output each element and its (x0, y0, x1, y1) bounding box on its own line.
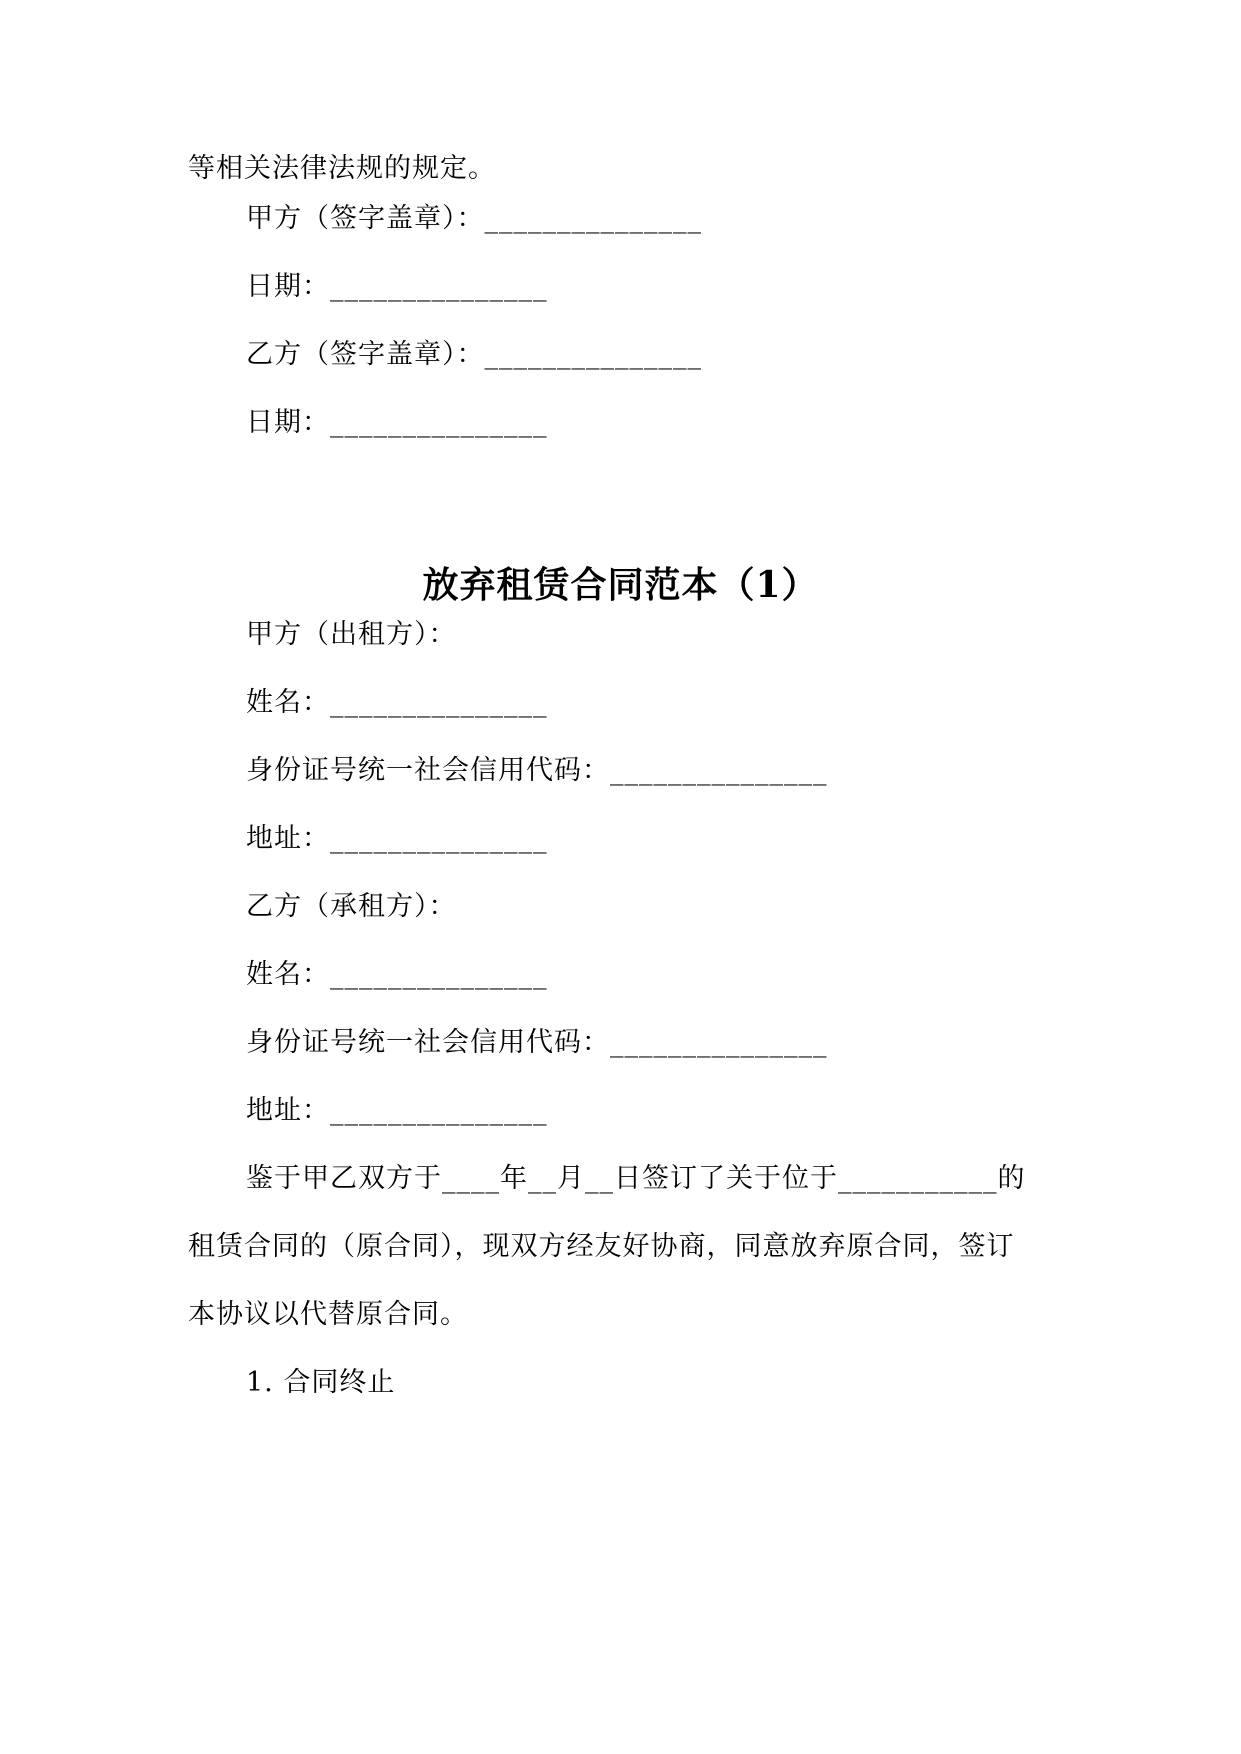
party-a-signature-line: 甲方（签字盖章）：_______________ (246, 203, 702, 234)
party-b-address-line: 地址：_______________ (246, 1095, 548, 1126)
section-heading-contract-termination: 1. 合同终止 (246, 1367, 396, 1398)
party-a-address-line: 地址：_______________ (246, 823, 548, 854)
party-a-name-line: 姓名：_______________ (246, 687, 548, 718)
party-a-heading: 甲方（出租方）： (246, 619, 457, 650)
party-a-id-line: 身份证号统一社会信用代码：_______________ (246, 755, 828, 786)
party-b-name-line: 姓名：_______________ (246, 959, 548, 990)
party-b-date-line: 日期：_______________ (246, 407, 548, 438)
party-b-id-line: 身份证号统一社会信用代码：_______________ (246, 1027, 828, 1058)
party-a-date-line: 日期：_______________ (246, 271, 548, 302)
recital-line-2: 租赁合同的（原合同），现双方经友好协商，同意放弃原合同，签订 (188, 1231, 1015, 1262)
recital-line-1: 鉴于甲乙双方于____年__月__日签订了关于位于___________的 (246, 1163, 1026, 1194)
document-title: 放弃租赁合同范本（1） (422, 564, 819, 606)
party-b-signature-line: 乙方（签字盖章）：_______________ (246, 339, 702, 370)
recital-line-3: 本协议以代替原合同。 (188, 1299, 468, 1330)
party-b-heading: 乙方（承租方）： (246, 891, 457, 922)
paragraph-fragment: 等相关法律法规的规定。 (188, 153, 496, 184)
